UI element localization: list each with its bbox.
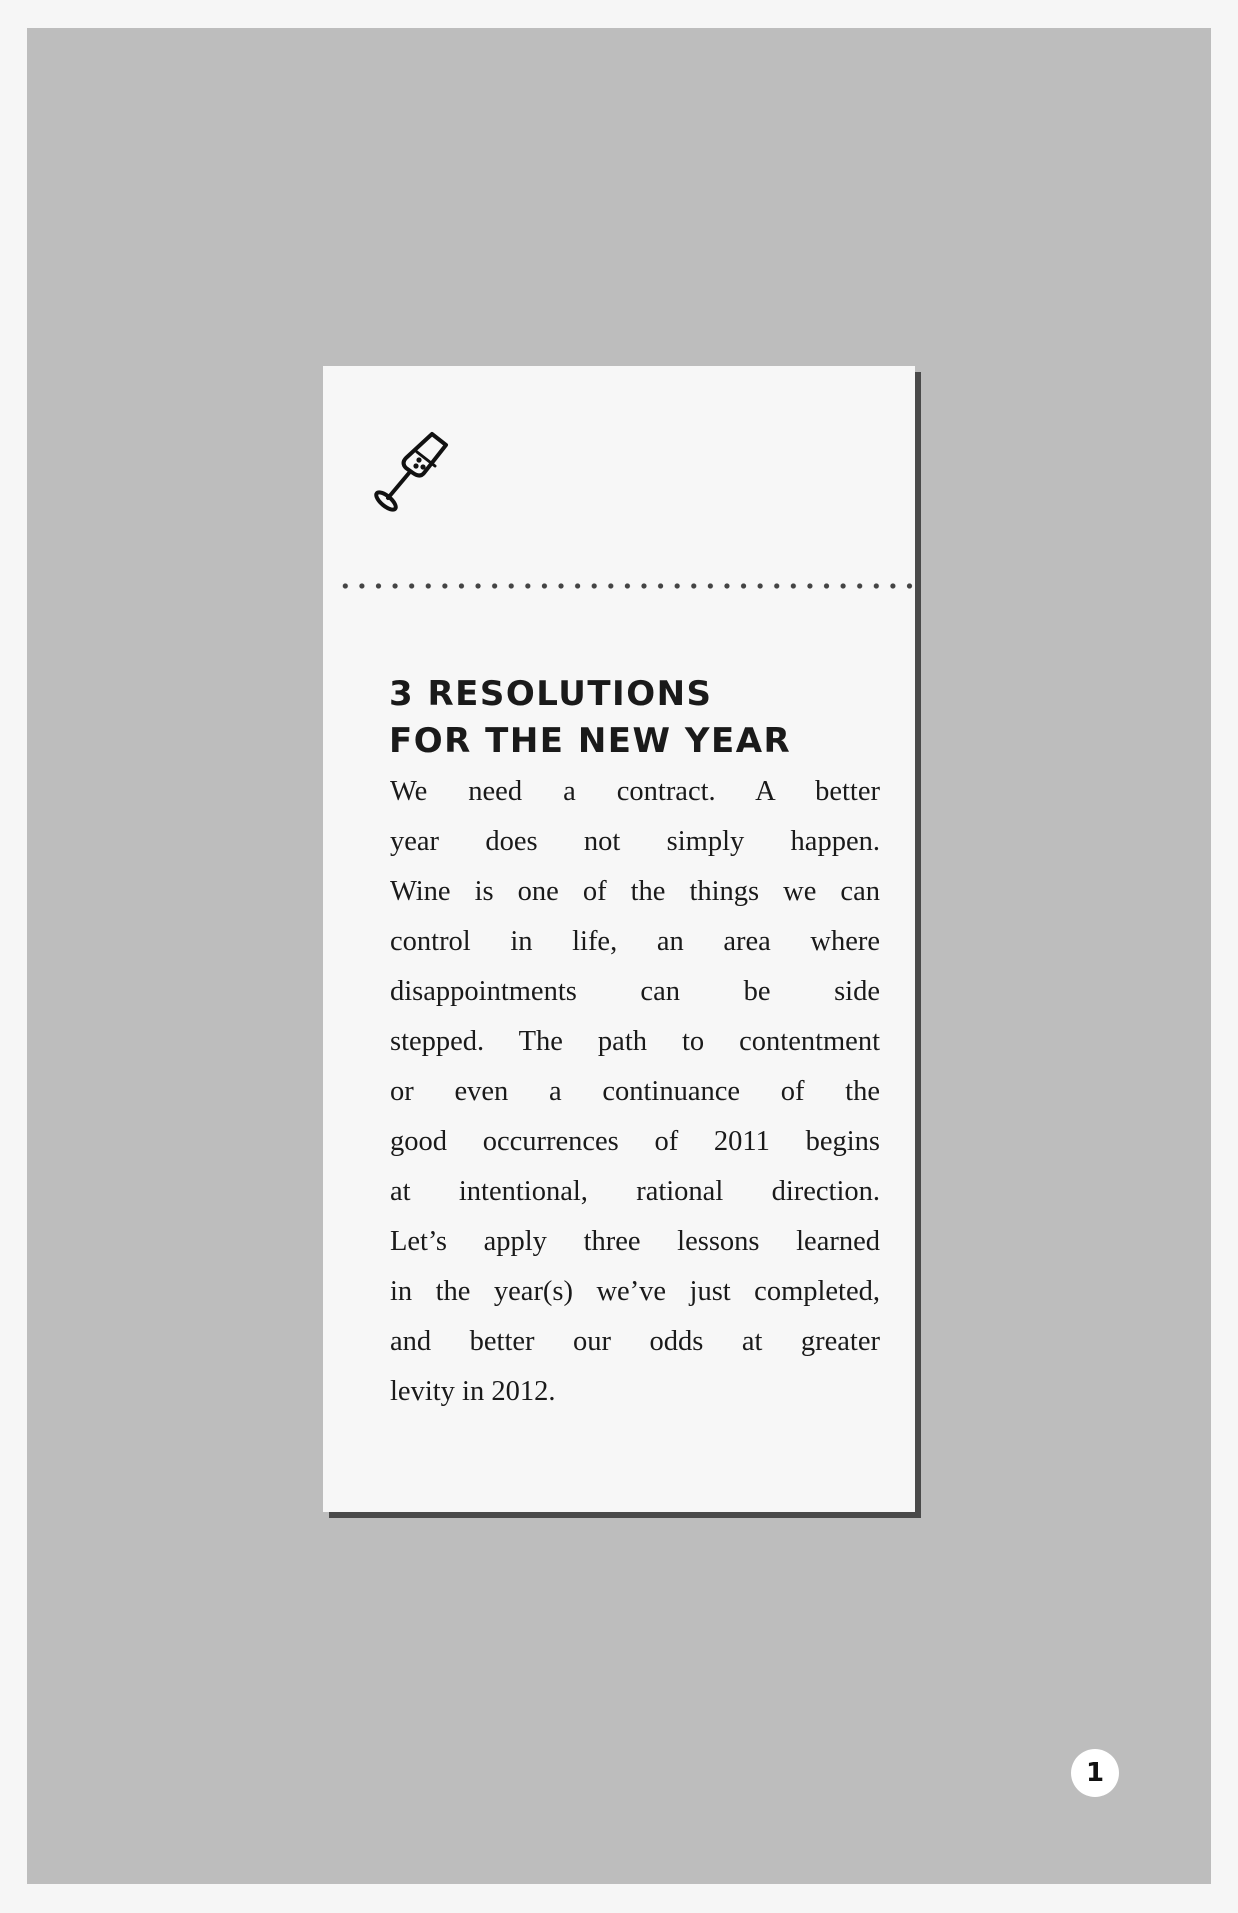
perforation-divider — [337, 583, 915, 589]
body-line: levity in 2012. — [390, 1376, 556, 1407]
body-line: year does not simply happen. — [390, 826, 880, 857]
body-line: Wine is one of the things we can — [390, 876, 880, 907]
body-line: good occurrences of 2011 begins — [390, 1126, 880, 1157]
page-number-badge: 1 — [1071, 1749, 1119, 1797]
body-line: We need a contract. A better — [390, 776, 880, 807]
body-line: at intentional, rational direction. — [390, 1176, 880, 1207]
heading-line-1: 3 RESOLUTIONS — [389, 674, 713, 714]
champagne-glass-icon — [373, 426, 473, 526]
article-heading — [389, 671, 889, 765]
body-line: in the year(s) we’ve just completed, — [390, 1276, 880, 1307]
body-line: disappointments can be side — [390, 976, 880, 1007]
body-line: Let’s apply three lessons learned — [390, 1226, 880, 1257]
body-line: control in life, an area where — [390, 926, 880, 957]
heading-line-2: FOR THE NEW YEAR — [389, 721, 792, 761]
article-card — [323, 366, 915, 1512]
body-line: stepped. The path to contentment — [390, 1026, 880, 1057]
body-line: and better our odds at greater — [390, 1326, 880, 1357]
body-line: or even a continuance of the — [390, 1076, 880, 1107]
